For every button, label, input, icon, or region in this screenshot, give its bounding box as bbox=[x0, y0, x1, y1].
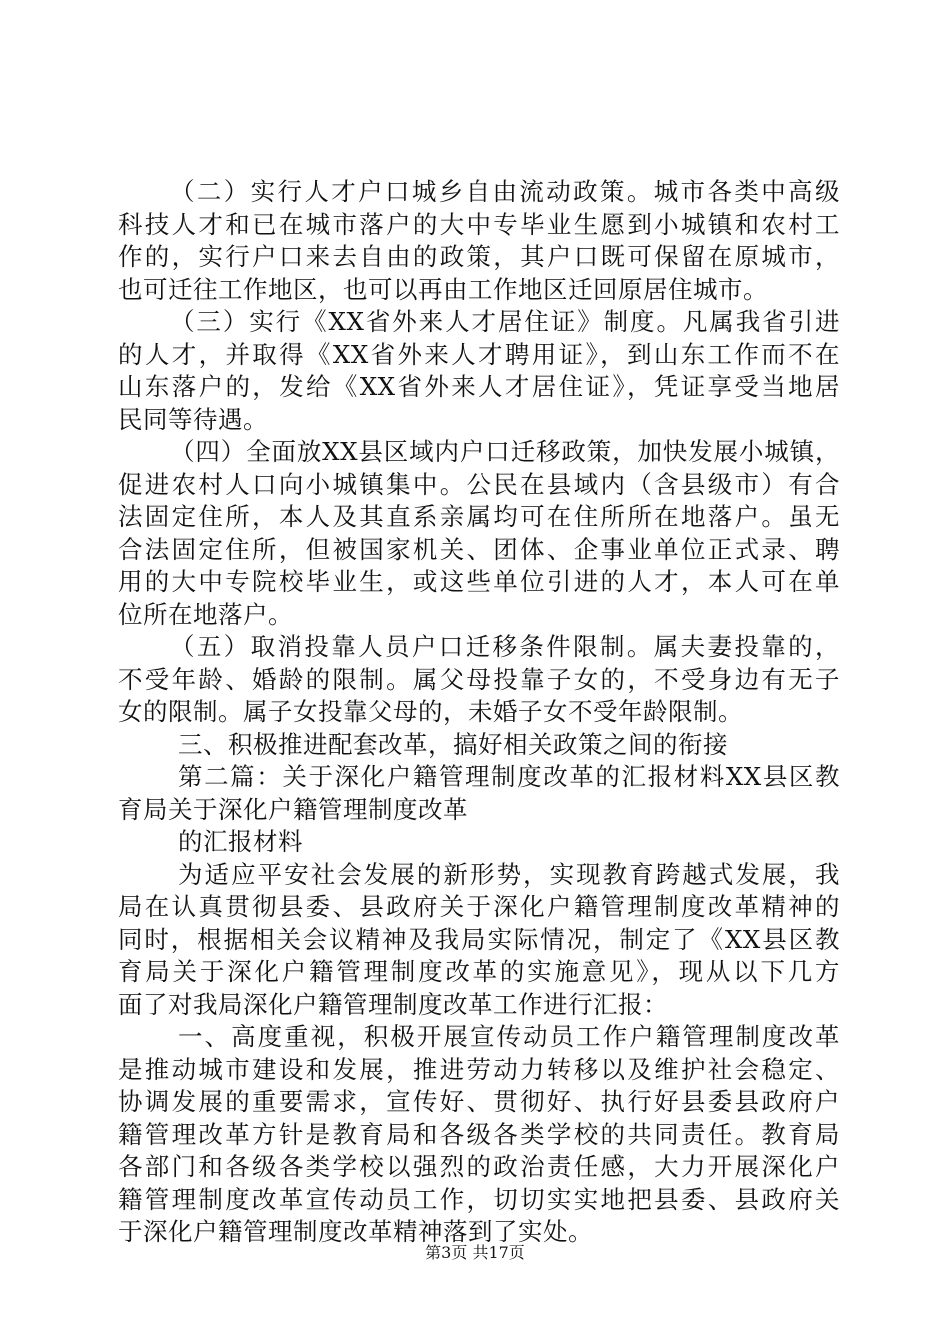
text-line: 法固定住所，本人及其直系亲属均可在住所所在地落户。虽无 bbox=[118, 502, 840, 531]
text-line: 科技人才和已在城市落户的大中专毕业生愿到小城镇和农村工 bbox=[118, 209, 840, 239]
text-line: 育局关于深化户籍管理制度改革 bbox=[118, 794, 468, 824]
text-line: 用的大中专院校毕业生，或这些单位引进的人才，本人可在单 bbox=[118, 567, 840, 596]
text-line: 民同等待遇。 bbox=[118, 404, 268, 434]
text-line: 是推动城市建设和发展，推进劳动力转移以及维护社会稳定、 bbox=[118, 1054, 840, 1084]
page-footer: 第3页 共17页 bbox=[425, 1243, 525, 1262]
text-line: 各部门和各级各类学校以强烈的政治责任感，大力开展深化户 bbox=[118, 1152, 840, 1181]
text-line: 作的，实行户口来去自由的政策，其户口既可保留在原城市， bbox=[118, 242, 840, 271]
text-line: 为适应平安社会发展的新形势，实现教育跨越式发展，我 bbox=[178, 859, 840, 889]
text-line: 女的限制。属子女投靠父母的，未婚子女不受年龄限制。 bbox=[118, 697, 743, 726]
text-line: 的汇报材料 bbox=[178, 827, 303, 856]
text-line: 面了对我局深化户籍管理制度改革工作进行汇报： bbox=[118, 989, 668, 1019]
text-line: 育局关于深化户籍管理制度改革的实施意见》，现从以下几方 bbox=[118, 957, 840, 986]
text-line: 也可迁往工作地区，也可以再由工作地区迁回原居住城市。 bbox=[118, 274, 768, 304]
text-line: 的人才，并取得《XX省外来人才聘用证》，到山东工作而不在 bbox=[118, 339, 840, 369]
text-line: （五）取消投靠人员户口迁移条件限制。属夫妻投靠的， bbox=[170, 632, 840, 661]
text-line: 位所在地落户。 bbox=[118, 599, 293, 629]
text-line: 一、高度重视，积极开展宣传动员工作户籍管理制度改革 bbox=[178, 1022, 840, 1051]
text-line: （三）实行《XX省外来人才居住证》制度。凡属我省引进 bbox=[170, 307, 840, 336]
text-line: 山东落户的，发给《XX省外来人才居住证》，凭证享受当地居 bbox=[118, 372, 840, 401]
text-line: 籍管理改革方针是教育局和各级各类学校的共同责任。教育局 bbox=[118, 1119, 840, 1149]
text-line: 同时，根据相关会议精神及我局实际情况，制定了《XX县区教 bbox=[118, 924, 840, 954]
text-line: 籍管理制度改革宣传动员工作，切切实实地把县委、县政府关 bbox=[118, 1184, 840, 1214]
text-line: 局在认真贯彻县委、县政府关于深化户籍管理制度改革精神的 bbox=[118, 892, 840, 921]
text-line: 第二篇：关于深化户籍管理制度改革的汇报材料XX县区教 bbox=[178, 762, 840, 791]
text-line: 协调发展的重要需求，宣传好、贯彻好、执行好县委县政府户 bbox=[118, 1087, 840, 1116]
text-line: 合法固定住所，但被国家机关、团体、企事业单位正式录、聘 bbox=[118, 534, 840, 564]
text-line: 促进农村人口向小城镇集中。公民在县域内（含县级市）有合 bbox=[118, 469, 840, 499]
document-body bbox=[118, 176, 840, 1249]
text-line: 三、积极推进配套改革，搞好相关政策之间的衔接 bbox=[178, 729, 728, 759]
text-line: 于深化户籍管理制度改革精神落到了实处。 bbox=[118, 1217, 593, 1246]
text-line: （二）实行人才户口城乡自由流动政策。城市各类中高级 bbox=[170, 177, 840, 206]
text-line: （四）全面放XX县区域内户口迁移政策，加快发展小城镇， bbox=[170, 437, 840, 466]
text-line: 不受年龄、婚龄的限制。属父母投靠子女的，不受身边有无子 bbox=[118, 664, 840, 694]
